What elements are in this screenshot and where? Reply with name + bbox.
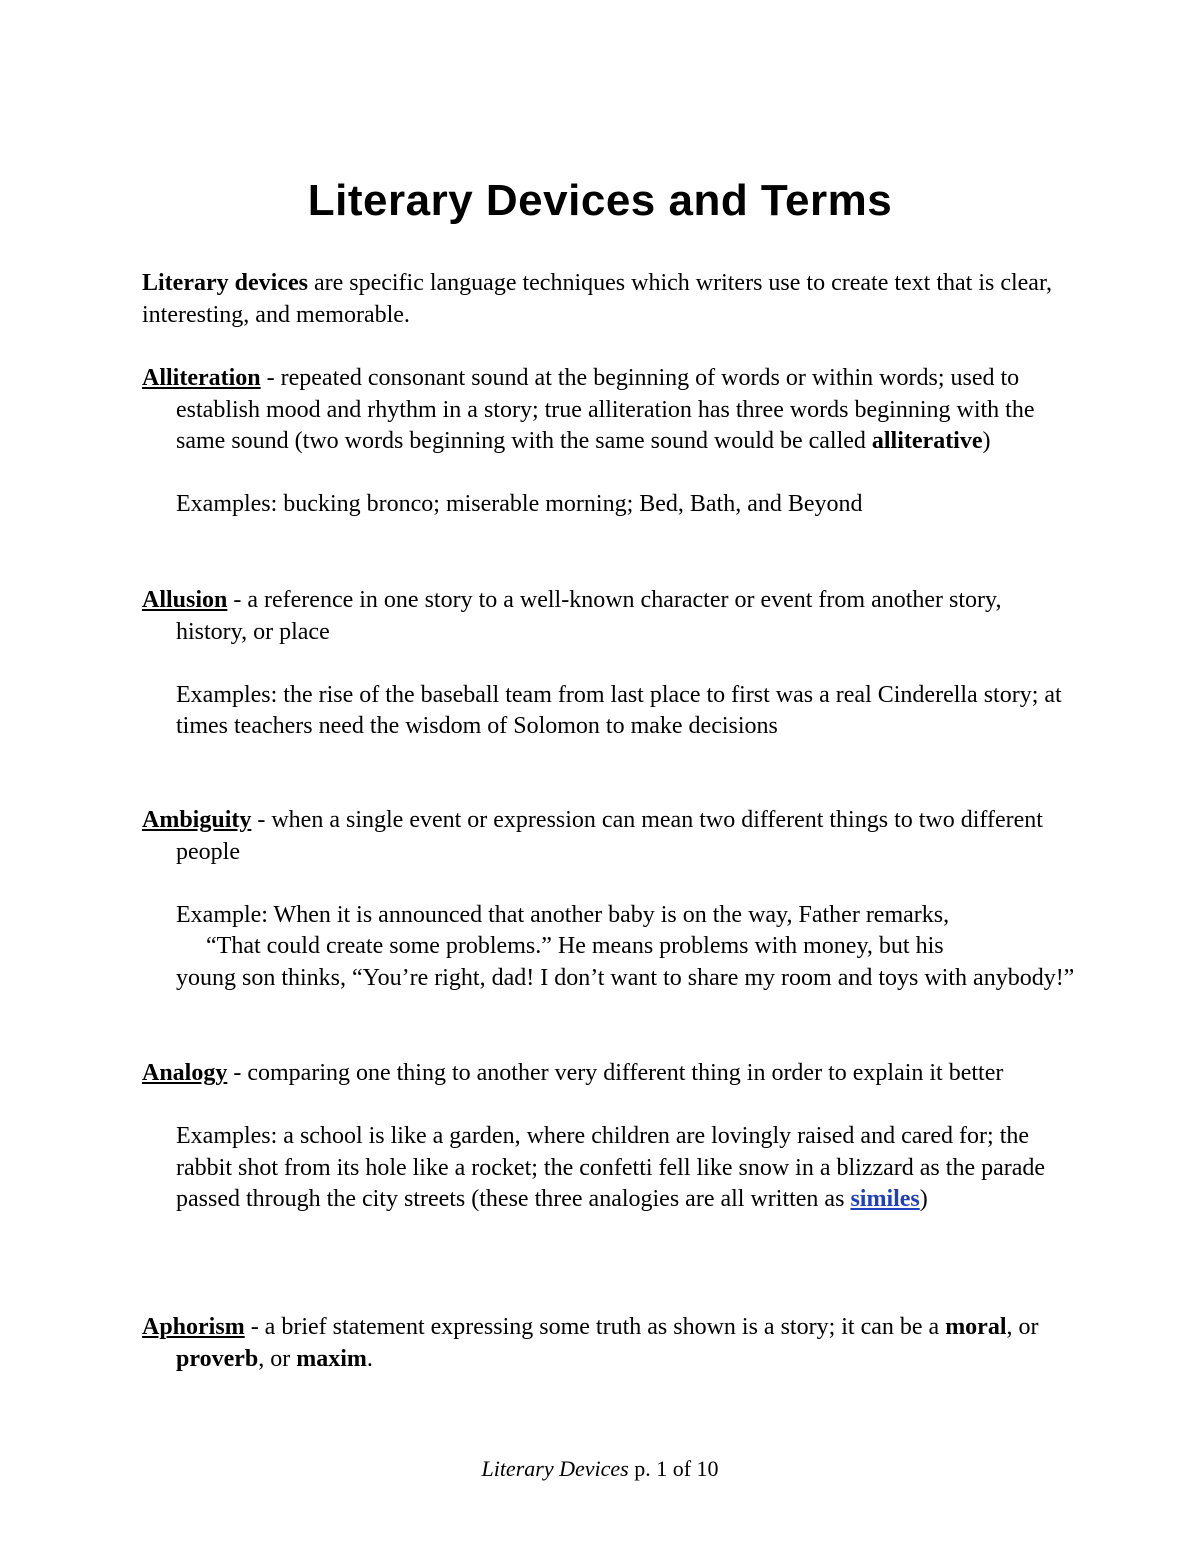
example <box>142 900 1077 995</box>
entry-alliteration <box>142 363 1077 521</box>
entry-aphorism <box>142 1312 1077 1375</box>
similes-link[interactable]: similes <box>850 1186 920 1212</box>
page-footer <box>0 1456 1200 1482</box>
bold-term: alliterative <box>871 428 983 454</box>
definition-text: - a reference in one story to a well-known character or event from another story, history, or place <box>176 587 1002 645</box>
intro-term: Literary devices <box>142 270 308 296</box>
definition-text: . <box>366 1345 373 1372</box>
definition-text: - a brief statement expressing some truth as shown is a story; it can be a <box>244 1314 946 1340</box>
bold-term: proverb <box>176 1345 259 1372</box>
example-line: Example: When it is announced that another baby is on the way, Father remarks, <box>176 901 950 928</box>
definition-text: , or <box>258 1345 297 1372</box>
entry-allusion <box>142 585 1077 743</box>
intro-text: are specific language techniques which writers use to create text that is clear, interesting, and memorable. <box>142 270 1052 328</box>
bold-term: moral <box>945 1314 1007 1340</box>
definition-text: , or <box>1006 1314 1039 1340</box>
definition <box>142 1058 1077 1090</box>
definition-text: ) <box>982 428 991 454</box>
term-analogy: Analogy <box>142 1060 228 1086</box>
definition-text: - when a single event or expression can mean two different things to two different people <box>176 807 1043 865</box>
definition <box>142 585 1077 648</box>
term-alliteration: Alliteration <box>142 365 261 391</box>
footer-page-number: p. 1 of 10 <box>628 1456 719 1481</box>
entry-ambiguity <box>142 805 1077 994</box>
entry-analogy <box>142 1058 1077 1216</box>
example-text: Examples: a school is like a garden, where children are lovingly raised and cared for; the rabbit shot from its hole like a rocket; the confetti fell like snow in a blizzard as the parade passed through the city streets (these three analogies are all written as <box>176 1123 1046 1212</box>
definition-text: - comparing one thing to another very different thing in order to explain it better <box>227 1060 1004 1086</box>
example-line: “That could create some problems.” He means problems with money, but his <box>206 933 944 959</box>
footer-title: Literary Devices <box>481 1456 629 1481</box>
definition <box>142 1312 1077 1375</box>
term-allusion: Allusion <box>142 587 228 613</box>
bold-term: maxim <box>296 1345 367 1372</box>
definition <box>142 363 1077 458</box>
term-ambiguity: Ambiguity <box>142 807 252 833</box>
example: Examples: the rise of the baseball team from last place to first was a real Cinderella story; at times teachers need the wisdom of Solomon to make decisions <box>176 681 1062 739</box>
definition-text: - repeated consonant sound at the beginning of words or within words; used to establish mood and rhythm in a story; true alliteration has three words beginning with the same sound (two words beginning with the same sound would be called <box>176 365 1035 454</box>
example <box>142 1121 1077 1216</box>
example-line: young son thinks, “You’re right, dad! I don’t want to share my room and toys with anybody!” <box>176 964 1075 991</box>
page-title: Literary Devices and Terms <box>307 176 893 225</box>
term-aphorism: Aphorism <box>142 1314 245 1340</box>
definition <box>142 805 1077 868</box>
example-text: ) <box>919 1186 928 1212</box>
example: Examples: bucking bronco; miserable morning; Bed, Bath, and Beyond <box>176 491 863 517</box>
intro-paragraph <box>142 268 1077 331</box>
